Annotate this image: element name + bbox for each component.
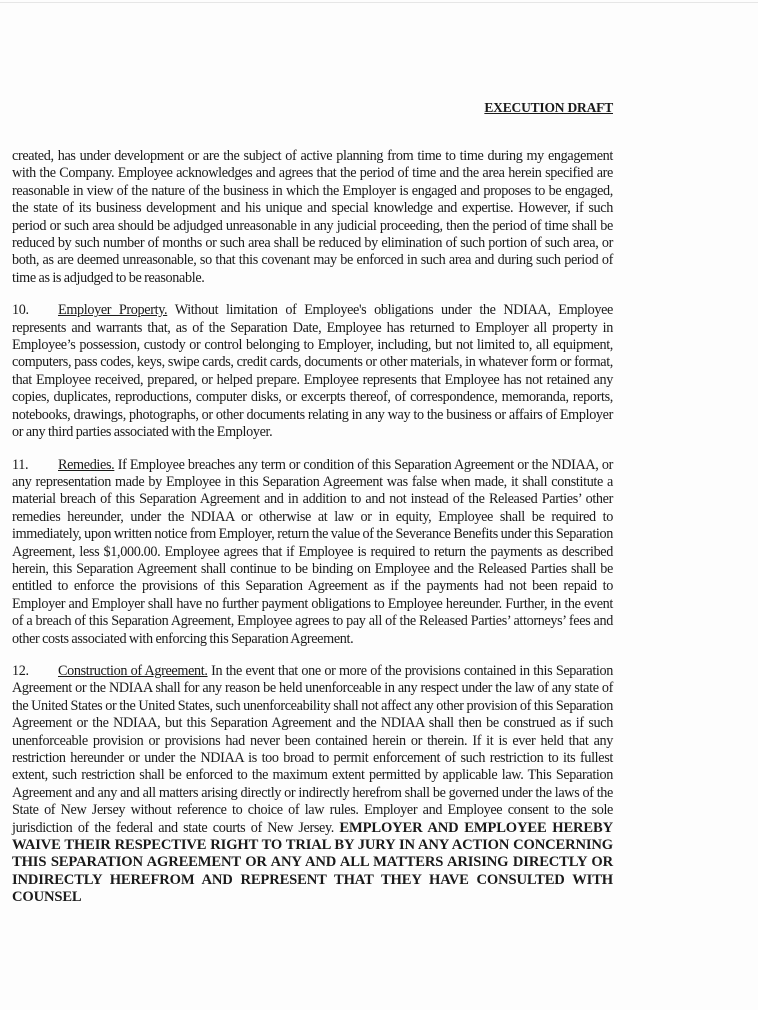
execution-draft-header: EXECUTION DRAFT xyxy=(484,100,613,115)
document-body xyxy=(12,148,613,922)
paragraph-continuation xyxy=(12,148,613,287)
paragraph-text: Without limitation of Employee's obligations under the NDIAA, Employee represents and warrants that, as of the Separation Date, Employee has returned to Employer all property in Employee’s possession, custody or control belonging to Employer, including, but not limited to, all equipment, computers, pass codes, keys, swipe cards, credit cards, documents or other materials, in whatever form or format, that Employee received, prepared, or helped prepare. Employee represents that Employee has not retained any copies, duplicates, reproductions, computer disks, or excerpts thereof, of correspondence, memoranda, reports, notebooks, drawings, photographs, or other documents relating in any way to the business or affairs of Employer or any third parties associated with the Employer. xyxy=(12,302,613,441)
section-number: 10. xyxy=(12,302,29,319)
paragraph-text: If Employee breaches any term or condition of this Separation Agreement or the NDIAA, or any representation made by Employee in this Separation Agreement was false when made, it shall constitute a material breach of this Separation Agreement and in addition to and not instead of the Released Parties’ other remedies hereunder, under the NDIAA or otherwise at law or in equity, Employee shall be required to immediately, upon written notice from Employer, return the value of the Severance Benefits under this Separation Agreement, less $1,000.00. Employee agrees that if Employee is required to return the payments as described herein, this Separation Agreement shall continue to be binding on Employee and the Released Parties shall be entitled to enforce the provisions of this Separation Agreement as if the payments had not been repaid to Employer and Employer shall have no further payment obligations to Employee hereunder. Further, in the event of a breach of this Separation Agreement, Employee agrees to pay all of the Released Parties’ attorneys’ fees and other costs associated with enforcing this Separation Agreement. xyxy=(12,456,613,647)
section-number: 12. xyxy=(12,662,29,679)
paragraph-text: In the event that one or more of the provisions contained in this Separation Agreement or the NDIAA shall for any reason be held unenforceable in any respect under the law of any state of the United States or the United States, such unenforceability shall not affect any other provision of this Separation Agreement or the NDIAA, but this Separation Agreement and the NDIAA shall then be construed as if such unenforceable provision or provisions had never been contained herein or therein. If it is ever held that any restriction hereunder or under the NDIAA is too broad to permit enforcement of such restriction to its fullest extent, such restriction shall be enforced to the maximum extent permitted by applicable law. This Separation Agreement and any and all matters arising directly or indirectly herefrom shall be governed under the laws of the State of New Jersey without reference to choice of law rules. Employer and Employee consent to the sole jurisdiction of the federal and state courts of New Jersey. xyxy=(12,662,613,836)
section-heading: Employer Property. xyxy=(58,302,168,319)
section-heading: Remedies. xyxy=(58,456,115,473)
section-heading: Construction of Agreement. xyxy=(58,662,208,679)
paragraph-text: created, has under development or are the subject of active planning from time to time during my engagement with the Company. Employee acknowledges and agrees that the period of time and the area herein specified are reasonable in view of the nature of the business in which the Employer is engaged and proposes to be engaged, the state of its business development and his unique and special knowledge and expertise. However, if such period or such area should be adjudged unreasonable in any judicial proceeding, then the period of time shall be reduced by such number of months or such area shall be reduced by elimination of such portion of such area, or both, as are deemed unreasonable, so that this covenant may be enforced in such area and during such period of time as is adjudged to be reasonable. xyxy=(12,148,613,286)
section-10-employer-property xyxy=(12,302,613,441)
page-edge-divider xyxy=(0,2,758,3)
section-12-construction-of-agreement xyxy=(12,663,613,907)
section-number: 11. xyxy=(12,456,29,473)
section-11-remedies xyxy=(12,457,613,648)
jury-waiver-text: EMPLOYER AND EMPLOYEE HEREBY WAIVE THEIR RESPECTIVE RIGHT TO TRIAL BY JURY IN ANY ACTION CONCERNING THIS SEPARATION AGREEMENT OR ANY AND ALL MATTERS ARISING DIRECTLY OR INDIRECTLY HEREFROM AND REPRESENT THAT THEY HAVE CONSULTED WITH COUNSEL xyxy=(12,819,613,906)
